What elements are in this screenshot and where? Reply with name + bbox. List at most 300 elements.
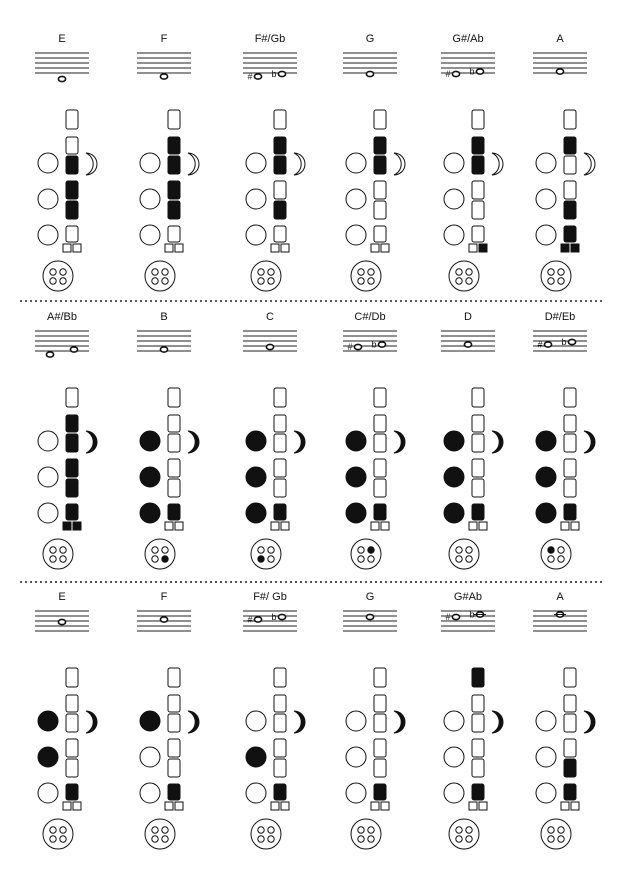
tone-hole <box>536 467 556 487</box>
note-column <box>343 311 405 569</box>
bell-hole <box>368 547 374 553</box>
tone-hole <box>246 747 266 767</box>
note-label: C <box>266 311 274 323</box>
bell-hole <box>456 556 462 562</box>
flat-sign: b <box>469 66 475 77</box>
bell-hole <box>466 547 472 553</box>
lower-key <box>168 226 180 242</box>
bell-cluster <box>351 819 381 849</box>
register-crescent <box>188 431 199 453</box>
bell-hole <box>152 556 158 562</box>
bell-cluster <box>449 261 479 291</box>
small-key <box>281 802 289 810</box>
fingering-diagram <box>38 668 97 849</box>
fingering-diagram <box>140 388 199 569</box>
note-column <box>35 33 97 291</box>
octave-key <box>472 388 484 407</box>
staff <box>343 611 397 631</box>
bell-hole <box>368 278 374 284</box>
body-key <box>472 434 484 452</box>
tone-hole <box>444 431 464 451</box>
note-column <box>243 591 305 849</box>
bell-hole <box>558 269 564 275</box>
body-key <box>374 201 386 219</box>
register-crescent <box>394 431 405 453</box>
bell-hole <box>456 836 462 842</box>
small-key <box>175 802 183 810</box>
bell-hole <box>268 278 274 284</box>
body-key <box>472 479 484 497</box>
note-column <box>35 311 97 569</box>
bell-hole <box>162 269 168 275</box>
tone-hole <box>140 503 160 523</box>
note-head <box>366 614 373 619</box>
tone-hole <box>536 747 556 767</box>
note-head <box>464 342 471 347</box>
tone-hole <box>140 711 160 731</box>
bell-hole <box>558 556 564 562</box>
register-crescent <box>86 153 97 175</box>
body-key <box>374 156 386 174</box>
bell-hole <box>466 836 472 842</box>
octave-key <box>374 668 386 687</box>
sharp-sign: # <box>247 614 253 625</box>
body-key <box>66 714 78 732</box>
fingering-diagram <box>444 110 503 291</box>
note-column <box>343 33 405 291</box>
small-key <box>561 802 569 810</box>
note-label: D#/Eb <box>544 311 576 323</box>
tone-hole <box>444 503 464 523</box>
fingering-diagram <box>140 668 199 849</box>
note-head <box>70 347 77 352</box>
bell-hole <box>152 278 158 284</box>
small-key <box>479 522 487 530</box>
note-column <box>441 311 503 569</box>
lower-key <box>374 784 386 800</box>
octave-key <box>66 388 78 407</box>
tone-hole <box>246 467 266 487</box>
note-head <box>378 342 385 347</box>
bell-hole <box>466 827 472 833</box>
bell-cluster <box>541 539 571 569</box>
register-crescent <box>294 431 305 453</box>
note-head <box>556 69 563 74</box>
side-key <box>472 695 484 712</box>
small-key <box>469 522 477 530</box>
octave-key <box>168 668 180 687</box>
bell-hole <box>60 278 66 284</box>
bell-hole <box>50 556 56 562</box>
note-label: C#/Db <box>354 311 386 323</box>
bell-cluster <box>251 539 281 569</box>
body-key <box>472 759 484 777</box>
body-key <box>374 459 386 477</box>
note-head <box>254 617 261 622</box>
bell-hole <box>162 836 168 842</box>
body-key <box>564 459 576 477</box>
body-key <box>168 759 180 777</box>
tone-hole <box>444 189 464 209</box>
small-key <box>479 244 487 252</box>
body-key <box>274 156 286 174</box>
tone-hole <box>38 189 58 209</box>
bell-hole <box>456 547 462 553</box>
note-column <box>533 33 595 291</box>
note-label: A <box>556 591 564 603</box>
bell-hole <box>258 269 264 275</box>
small-key <box>165 244 173 252</box>
side-key <box>564 695 576 712</box>
small-key <box>63 522 71 530</box>
bell-cluster <box>541 261 571 291</box>
lower-key <box>374 226 386 242</box>
tone-hole <box>346 783 366 803</box>
tone-hole <box>140 225 160 245</box>
body-key <box>274 201 286 219</box>
tone-hole <box>444 225 464 245</box>
body-key <box>168 714 180 732</box>
body-key <box>274 181 286 199</box>
staff <box>533 53 587 74</box>
small-key <box>381 522 389 530</box>
staff <box>441 610 495 632</box>
note-head <box>452 71 459 76</box>
fingering-diagram <box>346 668 405 849</box>
lower-key <box>274 504 286 520</box>
bell-hole <box>466 278 472 284</box>
bell-hole <box>152 827 158 833</box>
note-head <box>266 344 273 349</box>
register-crescent <box>492 431 503 453</box>
bell-cluster <box>351 539 381 569</box>
bell-hole <box>548 827 554 833</box>
fingering-diagram <box>536 110 595 291</box>
tone-hole <box>246 431 266 451</box>
side-key <box>472 137 484 154</box>
tone-hole <box>444 747 464 767</box>
fingering-diagram <box>536 668 595 849</box>
small-key <box>381 244 389 252</box>
bell-hole <box>50 278 56 284</box>
bell-hole <box>152 269 158 275</box>
sharp-sign: # <box>445 69 451 79</box>
body-key <box>66 739 78 757</box>
tone-hole <box>444 467 464 487</box>
small-key <box>175 522 183 530</box>
body-key <box>274 759 286 777</box>
flat-sign: b <box>271 69 277 79</box>
lower-key <box>66 784 78 800</box>
staff <box>441 331 495 351</box>
tone-hole <box>246 189 266 209</box>
octave-key <box>274 110 286 129</box>
bell-hole <box>368 836 374 842</box>
bell-hole <box>50 836 56 842</box>
bell-hole <box>258 836 264 842</box>
tone-hole <box>38 711 58 731</box>
staff <box>137 53 191 79</box>
octave-key <box>564 110 576 129</box>
register-crescent <box>86 431 97 453</box>
lower-key <box>66 226 78 242</box>
body-key <box>66 759 78 777</box>
fingering-diagram <box>246 110 305 291</box>
bell-hole <box>162 547 168 553</box>
staff <box>533 331 587 351</box>
side-key <box>374 137 386 154</box>
tone-hole <box>140 153 160 173</box>
body-key <box>274 739 286 757</box>
fingering-diagram <box>346 110 405 291</box>
note-head <box>160 617 167 622</box>
sharp-sign: # <box>247 71 253 82</box>
small-key <box>469 244 477 252</box>
side-key <box>374 415 386 432</box>
bell-cluster <box>449 539 479 569</box>
octave-key <box>564 668 576 687</box>
body-key <box>472 181 484 199</box>
register-crescent <box>584 711 595 733</box>
note-label: B <box>160 311 168 323</box>
note-head <box>354 344 361 349</box>
fingering-diagram <box>246 668 305 849</box>
bell-hole <box>60 556 66 562</box>
body-key <box>274 459 286 477</box>
fingering-diagram <box>346 388 405 569</box>
octave-key <box>66 668 78 687</box>
body-key <box>168 459 180 477</box>
note-head <box>476 69 483 74</box>
bell-hole <box>268 836 274 842</box>
side-key <box>274 415 286 432</box>
bell-hole <box>558 827 564 833</box>
body-key <box>374 759 386 777</box>
side-key <box>168 695 180 712</box>
lower-key <box>472 784 484 800</box>
body-key <box>564 479 576 497</box>
body-key <box>472 156 484 174</box>
small-key <box>175 244 183 252</box>
note-column <box>243 311 305 569</box>
bell-hole <box>358 269 364 275</box>
octave-key <box>472 668 484 687</box>
small-key <box>73 522 81 530</box>
staff <box>35 53 89 82</box>
bell-cluster <box>43 819 73 849</box>
octave-key <box>66 110 78 129</box>
note-label: G <box>365 591 375 603</box>
sharp-sign: # <box>537 339 543 350</box>
bell-cluster <box>251 819 281 849</box>
staff <box>35 611 89 631</box>
small-key <box>63 802 71 810</box>
register-crescent <box>294 153 305 175</box>
lower-key <box>374 504 386 520</box>
side-key <box>274 695 286 712</box>
bell-hole <box>548 278 554 284</box>
note-column <box>343 591 405 849</box>
small-key <box>469 802 477 810</box>
note-column <box>137 33 199 291</box>
octave-key <box>274 388 286 407</box>
note-head <box>46 352 53 357</box>
bell-hole <box>548 556 554 562</box>
note-head <box>278 614 285 619</box>
body-key <box>168 156 180 174</box>
fingering-diagram <box>140 110 199 291</box>
register-crescent <box>584 153 595 175</box>
note-label: F <box>160 33 168 45</box>
lower-key <box>564 226 576 242</box>
small-key <box>73 244 81 252</box>
note-label: A#/Bb <box>47 311 77 323</box>
tone-hole <box>140 783 160 803</box>
sharp-sign: # <box>445 612 451 622</box>
register-crescent <box>394 153 405 175</box>
flat-sign: b <box>561 337 567 347</box>
tone-hole <box>536 225 556 245</box>
note-label: E <box>58 33 66 45</box>
tone-hole <box>536 503 556 523</box>
note-column <box>533 591 595 849</box>
tone-hole <box>38 153 58 173</box>
bell-hole <box>60 836 66 842</box>
body-key <box>168 434 180 452</box>
tone-hole <box>140 467 160 487</box>
octave-key <box>168 388 180 407</box>
bell-hole <box>152 547 158 553</box>
octave-key <box>374 110 386 129</box>
body-key <box>168 181 180 199</box>
bell-cluster <box>449 819 479 849</box>
bell-cluster <box>43 539 73 569</box>
body-key <box>66 434 78 452</box>
bell-hole <box>162 556 168 562</box>
note-head <box>544 342 551 347</box>
bell-hole <box>456 278 462 284</box>
body-key <box>564 714 576 732</box>
staff <box>441 53 495 79</box>
body-key <box>472 201 484 219</box>
small-key <box>371 802 379 810</box>
bell-hole <box>358 547 364 553</box>
octave-key <box>374 388 386 407</box>
note-head <box>452 614 459 619</box>
bell-hole <box>548 547 554 553</box>
side-key <box>564 415 576 432</box>
body-key <box>564 739 576 757</box>
staff <box>243 611 297 631</box>
note-label: G#Ab <box>453 591 483 603</box>
bell-cluster <box>145 261 175 291</box>
body-key <box>472 739 484 757</box>
body-key <box>374 434 386 452</box>
bell-hole <box>258 556 264 562</box>
side-key <box>564 137 576 154</box>
side-key <box>168 415 180 432</box>
fingering-diagram <box>38 388 97 569</box>
body-key <box>66 156 78 174</box>
register-crescent <box>394 711 405 733</box>
tone-hole <box>536 189 556 209</box>
bell-hole <box>558 836 564 842</box>
bell-cluster <box>251 261 281 291</box>
body-key <box>66 479 78 497</box>
bell-hole <box>466 556 472 562</box>
tone-hole <box>346 189 366 209</box>
side-key <box>472 415 484 432</box>
note-label: A <box>556 33 564 45</box>
tone-hole <box>140 747 160 767</box>
note-label: E <box>58 591 66 603</box>
body-key <box>472 714 484 732</box>
bell-hole <box>50 547 56 553</box>
staff <box>35 331 89 357</box>
staff <box>243 331 297 351</box>
lower-key <box>66 504 78 520</box>
note-column <box>137 591 199 849</box>
side-key <box>66 695 78 712</box>
note-column <box>137 311 199 569</box>
tone-hole <box>346 711 366 731</box>
octave-key <box>564 388 576 407</box>
bell-hole <box>162 278 168 284</box>
octave-key <box>274 668 286 687</box>
small-key <box>371 244 379 252</box>
fingering-diagram <box>444 668 503 849</box>
side-key <box>168 137 180 154</box>
small-key <box>271 522 279 530</box>
bell-hole <box>548 269 554 275</box>
note-head <box>160 347 167 352</box>
small-key <box>73 802 81 810</box>
bell-hole <box>268 547 274 553</box>
tone-hole <box>536 431 556 451</box>
register-crescent <box>188 711 199 733</box>
tone-hole <box>246 711 266 731</box>
bell-hole <box>60 827 66 833</box>
bell-hole <box>368 556 374 562</box>
note-label: F#/ Gb <box>253 591 287 603</box>
register-crescent <box>86 711 97 733</box>
staff <box>137 611 191 631</box>
small-key <box>561 244 569 252</box>
tone-hole <box>38 783 58 803</box>
bell-hole <box>268 269 274 275</box>
bell-hole <box>466 269 472 275</box>
body-key <box>274 434 286 452</box>
staff <box>343 331 397 352</box>
lower-key <box>274 784 286 800</box>
small-key <box>571 522 579 530</box>
bell-hole <box>50 827 56 833</box>
bell-hole <box>268 556 274 562</box>
register-crescent <box>188 153 199 175</box>
body-key <box>66 201 78 219</box>
tone-hole <box>38 225 58 245</box>
bell-hole <box>258 547 264 553</box>
bell-hole <box>162 827 168 833</box>
note-label: G#/Ab <box>452 33 484 45</box>
bell-hole <box>50 269 56 275</box>
small-key <box>479 802 487 810</box>
small-key <box>381 802 389 810</box>
lower-key <box>168 784 180 800</box>
bell-hole <box>548 836 554 842</box>
note-column <box>243 33 305 291</box>
tone-hole <box>140 431 160 451</box>
